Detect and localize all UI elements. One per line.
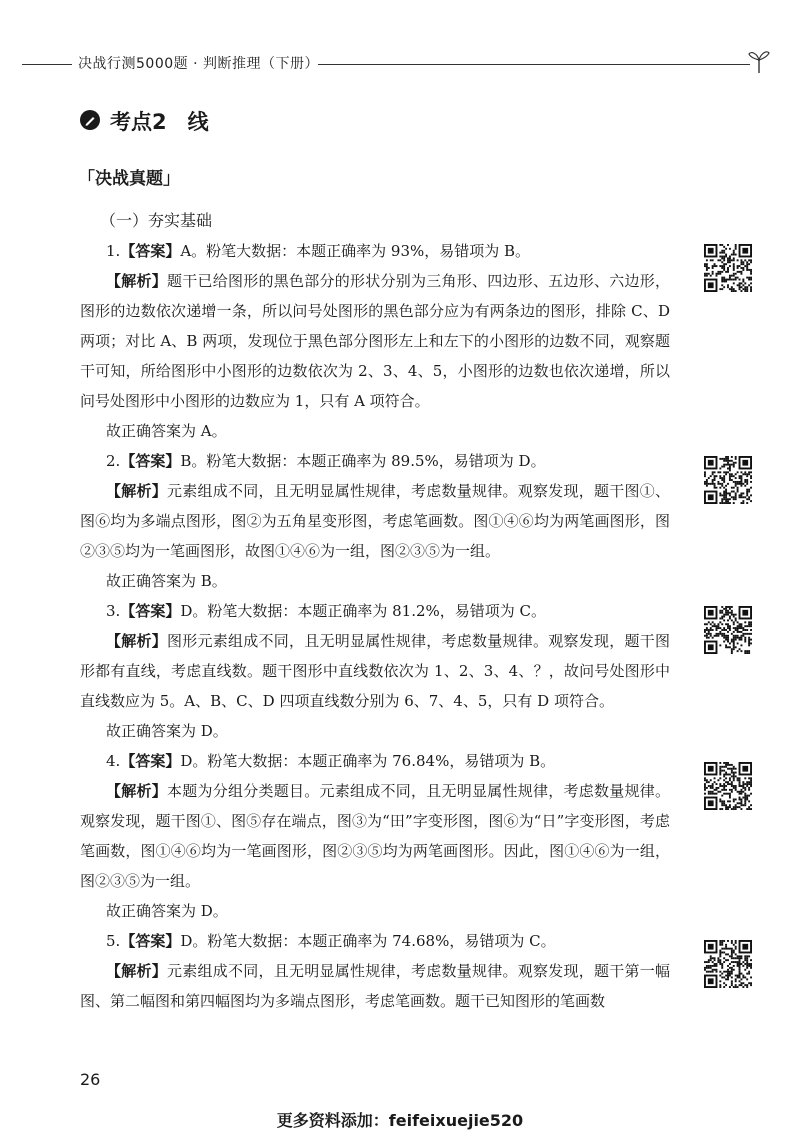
answer-tag: 【答案】 (120, 242, 181, 260)
answer-text: D。粉笔大数据：本题正确率为 74.68%，易错项为 C。 (180, 932, 556, 950)
question-4-explanation (80, 776, 670, 896)
sub-section-title: （一）夯实基础 (100, 211, 213, 230)
answer-text: A。粉笔大数据：本题正确率为 93%，易错项为 B。 (180, 242, 531, 260)
question-5-answer (80, 926, 670, 956)
question-number: 3. (106, 602, 121, 620)
qr-code-icon[interactable] (704, 244, 752, 292)
qr-code-icon[interactable] (704, 940, 752, 988)
answer-text: D。粉笔大数据：本题正确率为 81.2%，易错项为 C。 (180, 602, 547, 620)
qr-code-icon[interactable] (704, 762, 752, 810)
explain-tag: 【解析】 (106, 962, 167, 980)
explain-text: 元素组成不同，且无明显属性规律，考虑数量规律。观察发现，题干第一幅图、第二幅图和第四幅图均为多端点图形，考虑笔画数。题干已知图形的笔画数 (80, 962, 670, 1010)
answer-tag: 【答案】 (120, 932, 181, 950)
question-4-conclusion: 故正确答案为 D。 (106, 902, 228, 920)
answer-tag: 【答案】 (120, 602, 181, 620)
page-number: 26 (80, 1070, 101, 1089)
explain-tag: 【解析】 (106, 272, 167, 290)
pencil-badge-icon (80, 110, 100, 130)
question-1-conclusion: 故正确答案为 A。 (106, 422, 227, 440)
explain-text: 图形元素组成不同，且无明显属性规律，考虑数量规律。观察发现，题干图形都有直线，考虑直线数。题干图形中直线数依次为 1、2、3、4、？，故问号处图形中直线数应为 5。A、B、C、D 四项直线数分别为 6、7、4、5，只有 D 项符合。 (80, 632, 670, 710)
qr-code-icon[interactable] (704, 456, 752, 504)
header-title: 决战行测5000题 · 判断推理（下册） (78, 56, 319, 72)
answer-text: D。粉笔大数据：本题正确率为 76.84%，易错项为 B。 (180, 752, 556, 770)
question-2-explanation (80, 476, 670, 566)
running-header (22, 48, 767, 78)
question-number: 2. (106, 452, 121, 470)
question-3-explanation (80, 626, 670, 716)
watermark-text: 更多资料添加：feifeixuejie520 (276, 1111, 524, 1130)
answer-tag: 【答案】 (120, 452, 181, 470)
question-4-answer (80, 746, 670, 776)
explain-tag: 【解析】 (106, 482, 167, 500)
explain-tag: 【解析】 (106, 632, 167, 650)
question-2-answer (80, 446, 670, 476)
explain-text: 元素组成不同，且无明显属性规律，考虑数量规律。观察发现，题干图①、图⑥均为多端点图形，图②为五角星变形图，考虑笔画数。图①④⑥均为两笔画图形，图②③⑤均为一笔画图形，故图①④⑥为一组，图②③⑤为一组。 (80, 482, 670, 560)
section-label: 考点2 线 (110, 110, 209, 134)
answer-text: B。粉笔大数据：本题正确率为 89.5%，易错项为 D。 (180, 452, 546, 470)
real-questions-title: 「决战真题」 (78, 169, 180, 189)
question-1-explanation (80, 266, 670, 416)
question-3-conclusion: 故正确答案为 D。 (106, 722, 228, 740)
answer-content (80, 236, 670, 1016)
explain-text: 题干已给图形的黑色部分的形状分别为三角形、四边形、五边形、六边形，图形的边数依次递增一条，所以问号处图形的黑色部分应为有两条边的图形，排除 C、D 两项；对比 A、B 两项，发现位于黑色部分图形左上和左下的小图形的边数不同，观察题干可知，所给图形中小图形的边数依次为 2、3、4、5，小图形的边数也依次递增，所以问号处图形中小图形的边数应为 1，只有 A 项符合。 (80, 272, 670, 410)
qr-code-icon[interactable] (704, 606, 752, 654)
question-2-conclusion: 故正确答案为 B。 (106, 572, 227, 590)
question-5-explanation (80, 956, 670, 1016)
explain-text: 本题为分组分类题目。元素组成不同，且无明显属性规律，考虑数量规律。观察发现，题干图①、图⑤存在端点，图③为“田”字变形图，图⑥为“日”字变形图，考虑笔画数，图①④⑥均为一笔画图形，图②③⑤均为两笔画图形。因此，图①④⑥为一组，图②③⑤为一组。 (80, 782, 670, 890)
question-number: 5. (106, 932, 121, 950)
question-1-answer (80, 236, 670, 266)
question-3-answer (80, 596, 670, 626)
header-rule-right (318, 64, 750, 65)
header-rule-left (22, 64, 72, 65)
question-number: 4. (106, 752, 121, 770)
explain-tag: 【解析】 (106, 782, 167, 800)
sprout-icon (748, 48, 770, 74)
question-number: 1. (106, 242, 121, 260)
answer-tag: 【答案】 (120, 752, 181, 770)
